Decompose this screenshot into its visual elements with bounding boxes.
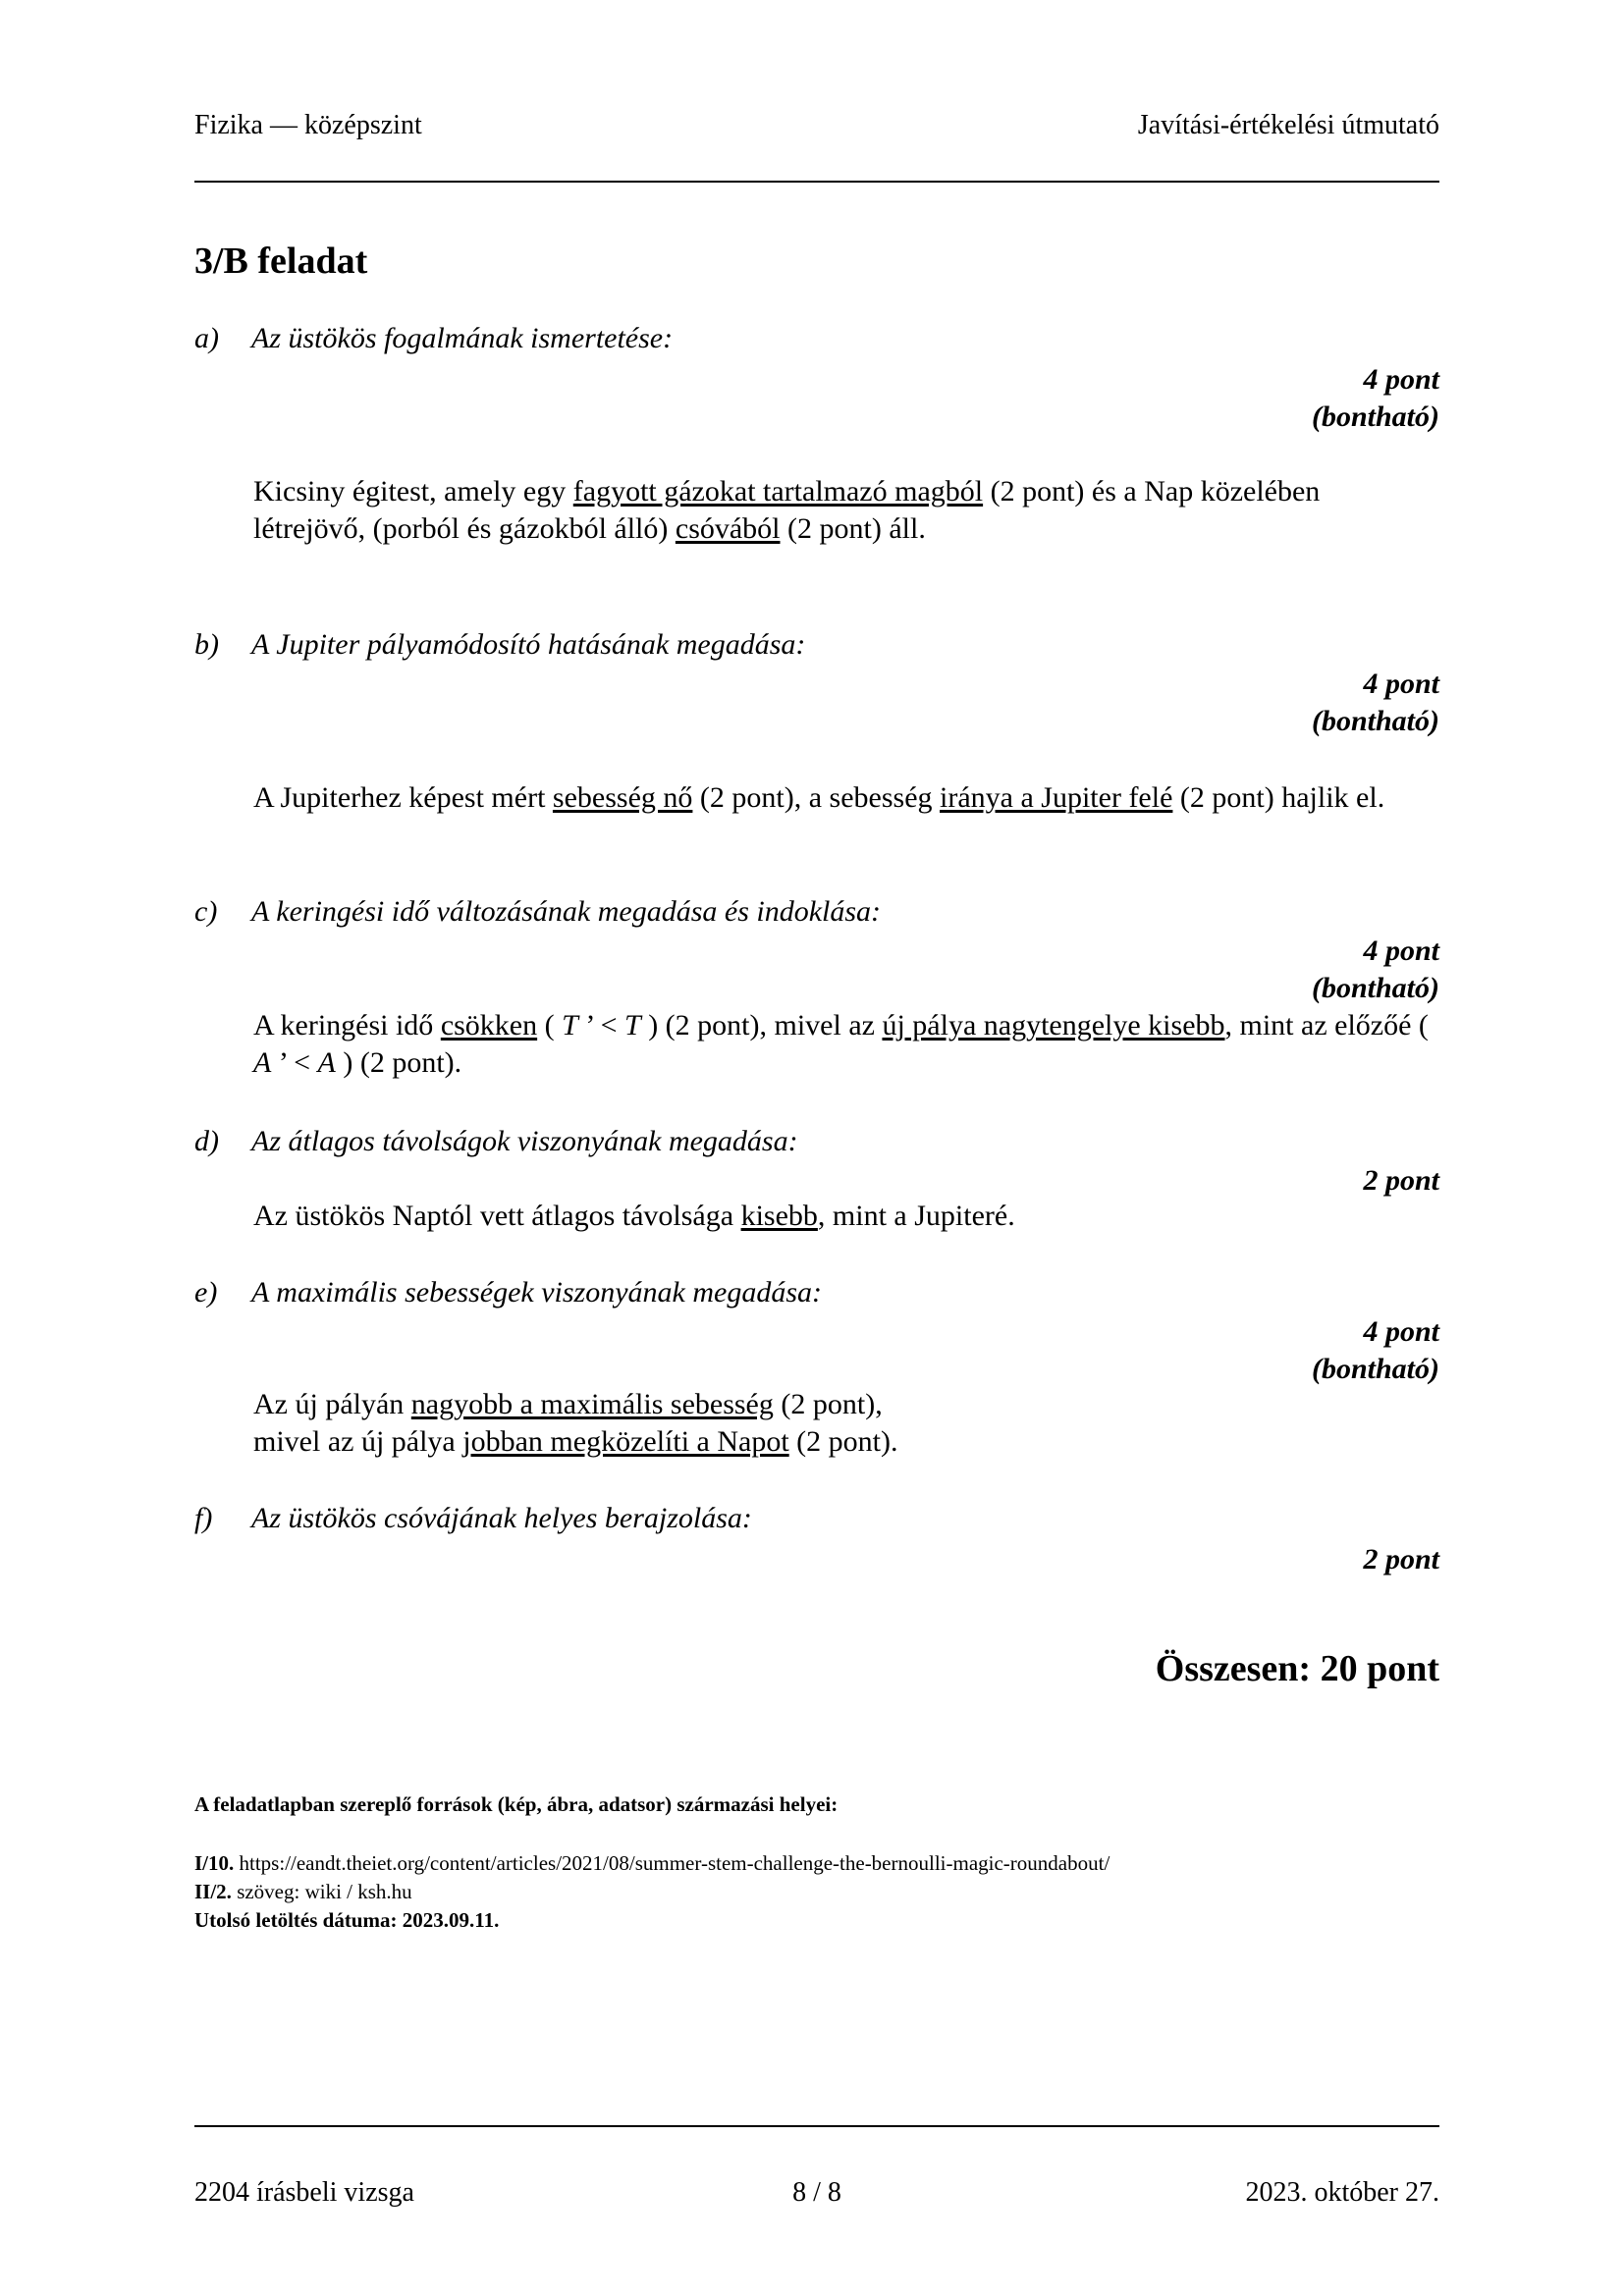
last-download-date bbox=[194, 1906, 1110, 1935]
answer-key-term: csóvából bbox=[675, 512, 781, 545]
math-symbol: A bbox=[253, 1046, 272, 1079]
source-id: I/10. bbox=[194, 1851, 235, 1875]
task-d-answer bbox=[253, 1198, 1432, 1235]
task-a-label bbox=[194, 322, 673, 355]
task-d-points bbox=[1363, 1162, 1439, 1200]
task-e-answer-line-1 bbox=[253, 1386, 1432, 1423]
task-f-label bbox=[194, 1502, 752, 1535]
task-e-score: 4 pont bbox=[1363, 1315, 1439, 1348]
answer-text: (2 pont). bbox=[788, 1425, 898, 1458]
answer-text: ) (2 pont), mivel az bbox=[640, 1009, 883, 1041]
task-e-text: A maximális sebességek viszonyának megadása: bbox=[251, 1276, 822, 1308]
task-e-answer-line-2 bbox=[253, 1423, 1432, 1461]
answer-text: Az új pályán bbox=[253, 1388, 411, 1420]
task-e-answer bbox=[253, 1386, 1432, 1461]
last-download-text: Utolsó letöltés dátuma: 2023.09.11. bbox=[194, 1908, 500, 1932]
task-b-points bbox=[1312, 666, 1439, 740]
answer-text: mivel az új pálya bbox=[253, 1425, 463, 1458]
answer-text: (2 pont) áll. bbox=[780, 512, 926, 545]
header-doc-type: Javítási-értékelési útmutató bbox=[1137, 110, 1439, 140]
answer-key-term: iránya a Jupiter felé bbox=[940, 781, 1173, 814]
source-item bbox=[194, 1878, 1110, 1906]
task-e-points bbox=[1312, 1313, 1439, 1388]
task-b-text: A Jupiter pályamódosító hatásának megadása: bbox=[251, 628, 806, 661]
answer-key-term: fagyott gázokat tartalmazó magból bbox=[572, 475, 984, 507]
task-c-letter: c) bbox=[194, 895, 218, 928]
task-b-divisible: (bontható) bbox=[1311, 705, 1439, 737]
task-d-letter: d) bbox=[194, 1125, 219, 1157]
answer-text: , mint az előzőé ( bbox=[1224, 1009, 1429, 1041]
task-c-score: 4 pont bbox=[1363, 934, 1439, 967]
task-a-divisible: (bontható) bbox=[1311, 400, 1439, 433]
source-item bbox=[194, 1849, 1110, 1878]
task-a-score: 4 pont bbox=[1363, 363, 1439, 396]
sources-list bbox=[194, 1849, 1110, 1935]
task-c-label bbox=[194, 895, 881, 929]
task-f-score: 2 pont bbox=[1363, 1543, 1439, 1575]
answer-text: , mint a Jupiteré. bbox=[817, 1200, 1015, 1232]
answer-text: Kicsiny égitest, amely egy bbox=[253, 475, 573, 507]
answer-text: A keringési idő bbox=[253, 1009, 441, 1041]
task-f-text: Az üstökös csóvájának helyes berajzolása: bbox=[251, 1502, 752, 1534]
task-a-text: Az üstökös fogalmának ismertetése: bbox=[251, 322, 674, 354]
sources-heading: A feladatlapban szereplő források (kép, ábra, adatsor) származási helyei: bbox=[194, 1792, 839, 1816]
answer-text: (2 pont), a sebesség bbox=[692, 781, 941, 814]
header-subject: Fizika — középszint bbox=[194, 110, 422, 140]
answer-text: ’ < bbox=[577, 1009, 624, 1041]
task-e-divisible: (bontható) bbox=[1311, 1353, 1439, 1385]
answer-key-term: csökken bbox=[440, 1009, 538, 1041]
footer-divider bbox=[194, 2125, 1439, 2127]
answer-text: (2 pont) hajlik el. bbox=[1172, 781, 1385, 814]
answer-text: Az üstökös Naptól vett átlagos távolsága bbox=[253, 1200, 741, 1232]
page-footer bbox=[194, 2177, 1439, 2216]
answer-text: ( bbox=[537, 1009, 563, 1041]
task-f-letter: f) bbox=[194, 1502, 213, 1534]
task-e-letter: e) bbox=[194, 1276, 218, 1308]
task-c-text: A keringési idő változásának megadása és indoklása: bbox=[251, 895, 882, 928]
task-d-score: 2 pont bbox=[1363, 1164, 1439, 1197]
task-b-letter: b) bbox=[194, 628, 219, 661]
answer-key-term: új pálya nagytengelye kisebb bbox=[882, 1009, 1225, 1041]
task-a-points bbox=[1312, 361, 1439, 436]
source-text: https://eandt.theiet.org/content/articles/2021/08/summer-stem-challenge-the-bernoulli-magic-roundabout/ bbox=[234, 1851, 1110, 1875]
task-d-text: Az átlagos távolságok viszonyának megadása: bbox=[251, 1125, 798, 1157]
answer-key-term: sebesség nő bbox=[552, 781, 693, 814]
task-a-letter: a) bbox=[194, 322, 219, 354]
source-text: szöveg: wiki / ksh.hu bbox=[231, 1880, 412, 1903]
task-b-score: 4 pont bbox=[1363, 667, 1439, 700]
math-symbol: T bbox=[562, 1009, 578, 1041]
task-b-label bbox=[194, 628, 805, 662]
page-header bbox=[194, 110, 1439, 149]
task-c-points bbox=[1312, 933, 1439, 1007]
footer-date: 2023. október 27. bbox=[1245, 2177, 1439, 2208]
source-id: II/2. bbox=[194, 1880, 232, 1903]
answer-key-term: nagyobb a maximális sebesség bbox=[410, 1388, 774, 1420]
answer-key-term: jobban megközelíti a Napot bbox=[462, 1425, 789, 1458]
footer-page-number: 8 / 8 bbox=[792, 2177, 841, 2208]
task-e-label bbox=[194, 1276, 822, 1309]
answer-text: ’ < bbox=[271, 1046, 318, 1079]
answer-text: (2 pont) és a Nap közelében létrejövő, (porból és gázokból álló) bbox=[253, 475, 1321, 545]
footer-exam-code: 2204 írásbeli vizsga bbox=[194, 2177, 414, 2208]
answer-text: A Jupiterhez képest mért bbox=[253, 781, 553, 814]
task-c-answer bbox=[253, 1007, 1432, 1082]
task-d-label bbox=[194, 1125, 798, 1158]
answer-text: ) (2 pont). bbox=[335, 1046, 462, 1079]
math-symbol: A bbox=[317, 1046, 336, 1079]
task-title: 3/B feladat bbox=[194, 240, 368, 282]
total-score: Összesen: 20 pont bbox=[1155, 1648, 1439, 1689]
task-f-points bbox=[1363, 1541, 1439, 1578]
answer-text: (2 pont), bbox=[773, 1388, 883, 1420]
task-a-answer bbox=[253, 473, 1432, 548]
answer-key-term: kisebb bbox=[740, 1200, 818, 1232]
task-b-answer bbox=[253, 779, 1432, 817]
math-symbol: T bbox=[624, 1009, 641, 1041]
header-divider bbox=[194, 181, 1439, 183]
task-c-divisible: (bontható) bbox=[1311, 972, 1439, 1004]
